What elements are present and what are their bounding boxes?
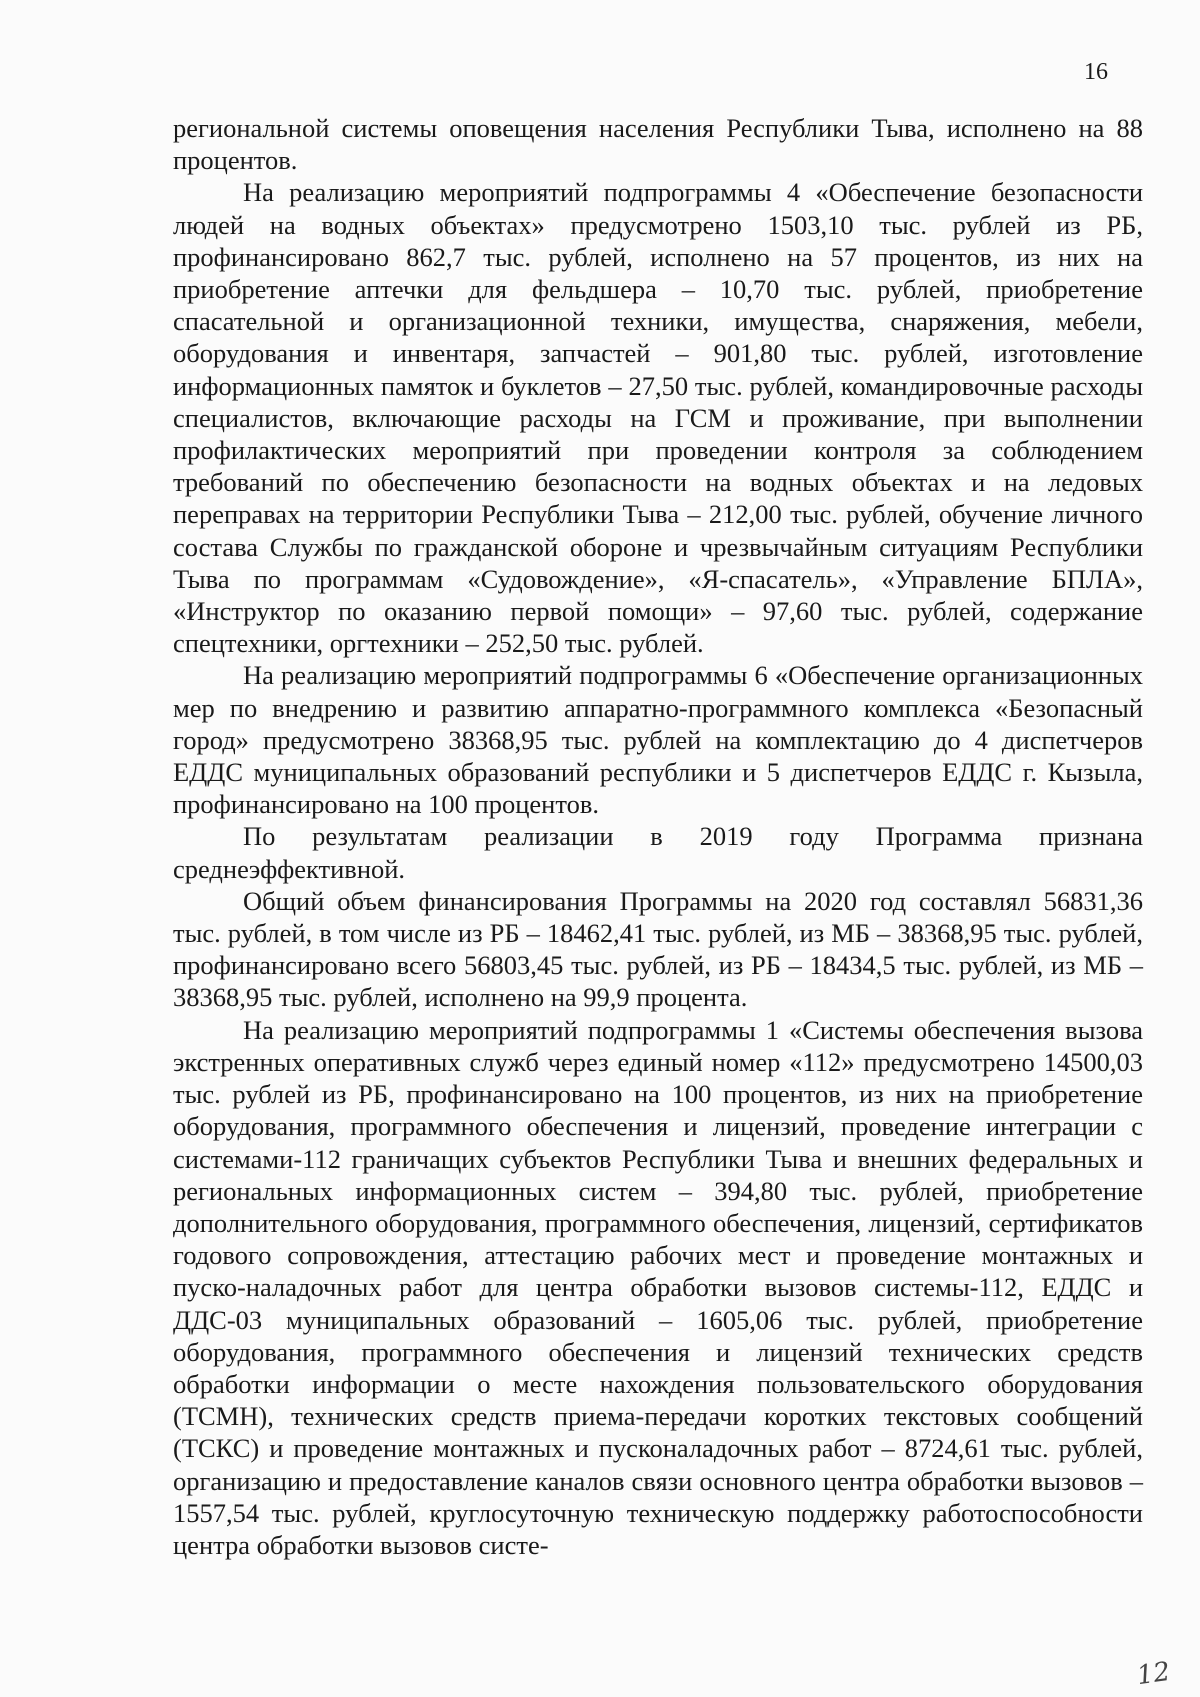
paragraph-1: региональной системы оповещения населения Республики Тыва, исполнено на 88 процентов. xyxy=(173,113,1143,176)
paragraph-3: На реализацию мероприятий подпрограммы 6 «Обеспечение организационных мер по внедрению и развитию аппаратно-программного комплекса «Безопасный город» предусмотрено 38368,95 тыс. рублей на комплектацию до 4 диспетчеров ЕДДС муниципальных образований республики и 5 диспетчеров ЕДДС г. Кызыла, профинансировано на 100 процентов. xyxy=(173,660,1143,820)
paragraph-5: Общий объем финансирования Программы на 2020 год составлял 56831,36 тыс. рублей, в том числе из РБ – 18462,41 тыс. рублей, из МБ – 38368,95 тыс. рублей, профинансировано всего 56803,45 тыс. рублей, из РБ – 18434,5 тыс. рублей, из МБ – 38368,95 тыс. рублей, исполнено на 99,9 процента. xyxy=(173,885,1143,1013)
document-body xyxy=(173,112,1143,1561)
paragraph-4: По результатам реализации в 2019 году Программа признана среднеэффективной. xyxy=(173,821,1143,884)
paragraph-6: На реализацию мероприятий подпрограммы 1 «Системы обеспечения вызова экстренных оперативных служб через единый номер «112» предусмотрено 14500,03 тыс. рублей из РБ, профинансировано на 100 процентов, из них на приобретение оборудования, программного обеспечения и лицензий, проведение интеграции с системами-112 граничащих субъектов Республики Тыва и внешних федеральных и региональных информационных систем – 394,80 тыс. рублей, приобретение дополнительного оборудования, программного обеспечения, лицензий, сертификатов годового сопровождения, аттестацию рабочих мест и проведение монтажных и пуско-наладочных работ для центра обработки вызовов системы-112, ЕДДС и ДДС-03 муниципальных образований – 1605,06 тыс. рублей, приобретение оборудования, программного обеспечения и лицензий технических средств обработки информации о месте нахождения пользовательского оборудования (ТСМН), технических средств приема-передачи коротких текстовых сообщений (ТСКС) и проведение монтажных и пусконаладочных работ – 8724,61 тыс. рублей, организацию и предоставление каналов связи основного центра обработки вызовов – 1557,54 тыс. рублей, круглосуточную техническую поддержку работоспособности центра обработки вызовов систе- xyxy=(173,1014,1143,1560)
page-number: 16 xyxy=(1084,59,1108,85)
handwritten-page-mark: 12 xyxy=(1134,1656,1172,1692)
paragraph-2: На реализацию мероприятий подпрограммы 4 «Обеспечение безопасности людей на водных объектах» предусмотрено 1503,10 тыс. рублей из РБ, профинансировано 862,7 тыс. рублей, исполнено на 57 процентов, из них на приобретение аптечки для фельдшера – 10,70 тыс. рублей, приобретение спасательной и организационной техники, имущества, снаряжения, мебели, оборудования и инвентаря, запчастей – 901,80 тыс. рублей, изготовление информационных памяток и буклетов – 27,50 тыс. рублей, командировочные расходы специалистов, включающие расходы на ГСМ и проживание, при выполнении профилактических мероприятий при проведении контроля за соблюдением требований по обеспечению безопасности на водных объектах и на ледовых переправах на территории Республики Тыва – 212,00 тыс. рублей, обучение личного состава Службы по гражданской обороне и чрезвычайным ситуациям Республики Тыва по программам «Судовождение», «Я-спасатель», «Управление БПЛА», «Инструктор по оказанию первой помощи» – 97,60 тыс. рублей, содержание спецтехники, оргтехники – 252,50 тыс. рублей. xyxy=(173,177,1143,659)
